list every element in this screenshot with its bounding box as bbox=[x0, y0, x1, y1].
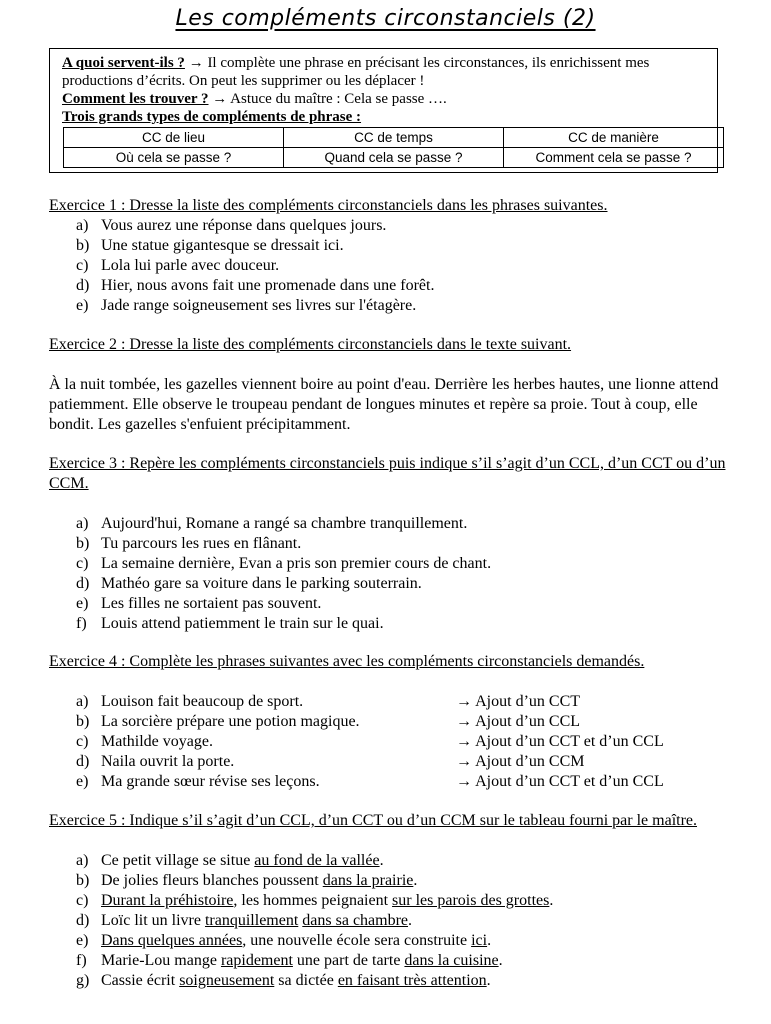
item-text: Loïc lit un livre bbox=[101, 912, 205, 929]
underlined-complement: au fond de la vallée bbox=[254, 852, 380, 869]
list-item bbox=[49, 692, 729, 712]
item-marker: c) bbox=[76, 892, 89, 909]
item-marker: c) bbox=[76, 257, 89, 274]
list-item bbox=[49, 752, 729, 772]
item-marker: c) bbox=[76, 733, 89, 750]
list-item bbox=[49, 514, 729, 534]
type-question-cell: Où cela se passe ? bbox=[64, 148, 284, 168]
item-text: De jolies fleurs blanches poussent bbox=[101, 872, 323, 889]
item-marker: b) bbox=[76, 713, 90, 730]
item-text: Tu parcours les rues en flânant. bbox=[101, 535, 302, 552]
underlined-complement: Dans quelques années bbox=[101, 932, 243, 949]
underlined-complement: rapidement bbox=[220, 952, 293, 969]
list-item bbox=[49, 614, 729, 634]
list-item bbox=[49, 216, 729, 236]
item-text: . bbox=[498, 952, 503, 969]
underlined-complement: sur les parois des grottes bbox=[392, 892, 550, 909]
item-text: sa dictée bbox=[274, 972, 338, 989]
exercise-3 bbox=[49, 454, 729, 634]
item-text: Une statue gigantesque se dressait ici. bbox=[101, 237, 344, 254]
item-marker: d) bbox=[76, 575, 90, 592]
item-marker: e) bbox=[76, 595, 89, 612]
underlined-complement: en faisant très attention bbox=[337, 972, 487, 989]
underlined-complement: ici bbox=[471, 932, 488, 949]
underlined-complement: soigneusement bbox=[179, 972, 275, 989]
intro-box bbox=[49, 48, 718, 173]
item-text: La semaine dernière, Evan a pris son premier cours de chant. bbox=[101, 555, 492, 572]
item-marker: f) bbox=[76, 615, 87, 632]
item-text: Hier, nous avons fait une promenade dans une forêt. bbox=[101, 277, 435, 294]
list-item bbox=[49, 951, 729, 971]
item-marker: e) bbox=[76, 297, 89, 314]
exercise-4-heading: Exercice 4 : Complète les phrases suivantes avec les compléments circonstanciels demandés. bbox=[49, 653, 645, 670]
list-item bbox=[49, 554, 729, 574]
item-task: → Ajout d’un CCT et d’un CCL bbox=[456, 773, 664, 790]
page-title: Les compléments circonstanciels (2) bbox=[175, 6, 596, 31]
item-text: Jade range soigneusement ses livres sur l'étagère. bbox=[101, 297, 417, 314]
type-name-cell: CC de manière bbox=[504, 128, 724, 148]
intro-purpose bbox=[62, 54, 705, 90]
underlined-complement: Durant la préhistoire bbox=[101, 892, 234, 909]
item-text: . bbox=[379, 852, 384, 869]
type-name-cell: CC de lieu bbox=[64, 128, 284, 148]
item-text: Louis attend patiemment le train sur le quai. bbox=[101, 615, 384, 632]
item-text: Aujourd'hui, Romane a rangé sa chambre tranquillement. bbox=[101, 515, 468, 532]
item-marker: b) bbox=[76, 237, 90, 254]
list-item bbox=[49, 891, 729, 911]
item-text: Mathilde voyage. bbox=[101, 733, 213, 750]
item-marker: a) bbox=[76, 217, 89, 234]
method-label: Comment les trouver ? bbox=[62, 91, 209, 107]
item-task: → Ajout d’un CCT et d’un CCL bbox=[456, 733, 664, 750]
list-item bbox=[49, 931, 729, 951]
intro-method bbox=[62, 90, 705, 108]
exercise-5-heading: Exercice 5 : Indique s’il s’agit d’un CCL, d’un CCT ou d’un CCM sur le tableau fourni par le maître. bbox=[49, 812, 698, 829]
item-text: Vous aurez une réponse dans quelques jours. bbox=[101, 217, 387, 234]
list-item bbox=[49, 712, 729, 732]
exercise-3-heading: Exercice 3 : Repère les compléments circonstanciels puis indique s’il s’agit d’un CCL, d’un CCT ou d’un CCM. bbox=[49, 455, 726, 492]
item-text: Louison fait beaucoup de sport. bbox=[101, 693, 304, 710]
types-label: Trois grands types de compléments de phrase : bbox=[62, 109, 362, 125]
item-task: → Ajout d’un CCM bbox=[456, 753, 585, 770]
item-marker: a) bbox=[76, 852, 89, 869]
purpose-label: A quoi servent-ils ? bbox=[62, 55, 185, 71]
underlined-complement: dans la cuisine bbox=[404, 952, 499, 969]
item-text: . bbox=[549, 892, 554, 909]
item-marker: f) bbox=[76, 952, 87, 969]
list-item bbox=[49, 236, 729, 256]
list-item bbox=[49, 772, 729, 792]
item-marker: d) bbox=[76, 753, 90, 770]
list-item bbox=[49, 851, 729, 871]
item-marker: c) bbox=[76, 555, 89, 572]
list-item bbox=[49, 732, 729, 752]
exercise-5-list bbox=[49, 851, 729, 991]
item-text: Lola lui parle avec douceur. bbox=[101, 257, 280, 274]
list-item bbox=[49, 971, 729, 991]
exercise-1-heading: Exercice 1 : Dresse la liste des compléments circonstanciels dans les phrases suivantes. bbox=[49, 197, 608, 214]
list-item bbox=[49, 256, 729, 276]
list-item bbox=[49, 871, 729, 891]
list-item bbox=[49, 534, 729, 554]
item-marker: d) bbox=[76, 912, 90, 929]
item-text: Naila ouvrit la porte. bbox=[101, 753, 235, 770]
exercise-2-heading: Exercice 2 : Dresse la liste des compléments circonstanciels dans le texte suivant. bbox=[49, 336, 572, 353]
exercise-2-text: À la nuit tombée, les gazelles viennent boire au point d'eau. Derrière les herbes hautes, une lionne attend patiemment. Elle observe le troupeau pendant de longues minutes et repère sa proie. Tout à coup, elle bondit. Les gazelles s'enfuient précipitamment. bbox=[49, 376, 719, 433]
underlined-complement: dans sa chambre bbox=[302, 912, 409, 929]
list-item bbox=[49, 574, 729, 594]
exercise-1 bbox=[49, 196, 729, 316]
list-item bbox=[49, 276, 729, 296]
item-marker: b) bbox=[76, 872, 90, 889]
type-question-cell: Comment cela se passe ? bbox=[504, 148, 724, 168]
method-text: → Astuce du maître : Cela se passe …. bbox=[208, 91, 447, 107]
item-marker: e) bbox=[76, 773, 89, 790]
item-text: Marie-Lou mange bbox=[101, 952, 221, 969]
item-task: → Ajout d’un CCT bbox=[456, 693, 581, 710]
item-text: . bbox=[413, 872, 418, 889]
item-text: Ma grande sœur révise ses leçons. bbox=[101, 773, 320, 790]
item-text: Mathéo gare sa voiture dans le parking souterrain. bbox=[101, 575, 422, 592]
item-text: . bbox=[487, 932, 492, 949]
item-text: Ce petit village se situe bbox=[101, 852, 255, 869]
type-name-cell: CC de temps bbox=[284, 128, 504, 148]
exercise-4 bbox=[49, 652, 729, 792]
item-text: Les filles ne sortaient pas souvent. bbox=[101, 595, 322, 612]
exercise-3-list bbox=[49, 514, 729, 634]
item-task: → Ajout d’un CCL bbox=[456, 713, 581, 730]
item-marker: e) bbox=[76, 932, 89, 949]
types-question-row bbox=[64, 148, 724, 168]
exercise-1-list bbox=[49, 216, 729, 316]
purpose-text: → Il complète une phrase en précisant les circonstances, ils enrichissent mes productions d’écrits. On peut les supprimer ou les déplacer ! bbox=[62, 55, 650, 89]
item-text: , une nouvelle école sera construite bbox=[242, 932, 472, 949]
exercise-4-list bbox=[49, 692, 729, 792]
item-text: une part de tarte bbox=[292, 952, 405, 969]
item-marker: a) bbox=[76, 693, 89, 710]
item-text: . bbox=[486, 972, 491, 989]
type-question-cell: Quand cela se passe ? bbox=[284, 148, 504, 168]
item-marker: g) bbox=[76, 972, 90, 989]
types-table bbox=[63, 127, 724, 168]
item-text: , les hommes peignaient bbox=[233, 892, 393, 909]
list-item bbox=[49, 594, 729, 614]
intro-types bbox=[62, 108, 705, 126]
list-item bbox=[49, 911, 729, 931]
item-text: . bbox=[408, 912, 413, 929]
types-name-row bbox=[64, 128, 724, 148]
item-marker: a) bbox=[76, 515, 89, 532]
item-marker: b) bbox=[76, 535, 90, 552]
item-text: La sorcière prépare une potion magique. bbox=[101, 713, 360, 730]
exercise-5 bbox=[49, 811, 729, 991]
item-text: Cassie écrit bbox=[101, 972, 180, 989]
underlined-complement: tranquillement bbox=[204, 912, 299, 929]
list-item bbox=[49, 296, 729, 316]
underlined-complement: dans la prairie bbox=[322, 872, 414, 889]
exercise-2 bbox=[49, 335, 729, 435]
item-marker: d) bbox=[76, 277, 90, 294]
